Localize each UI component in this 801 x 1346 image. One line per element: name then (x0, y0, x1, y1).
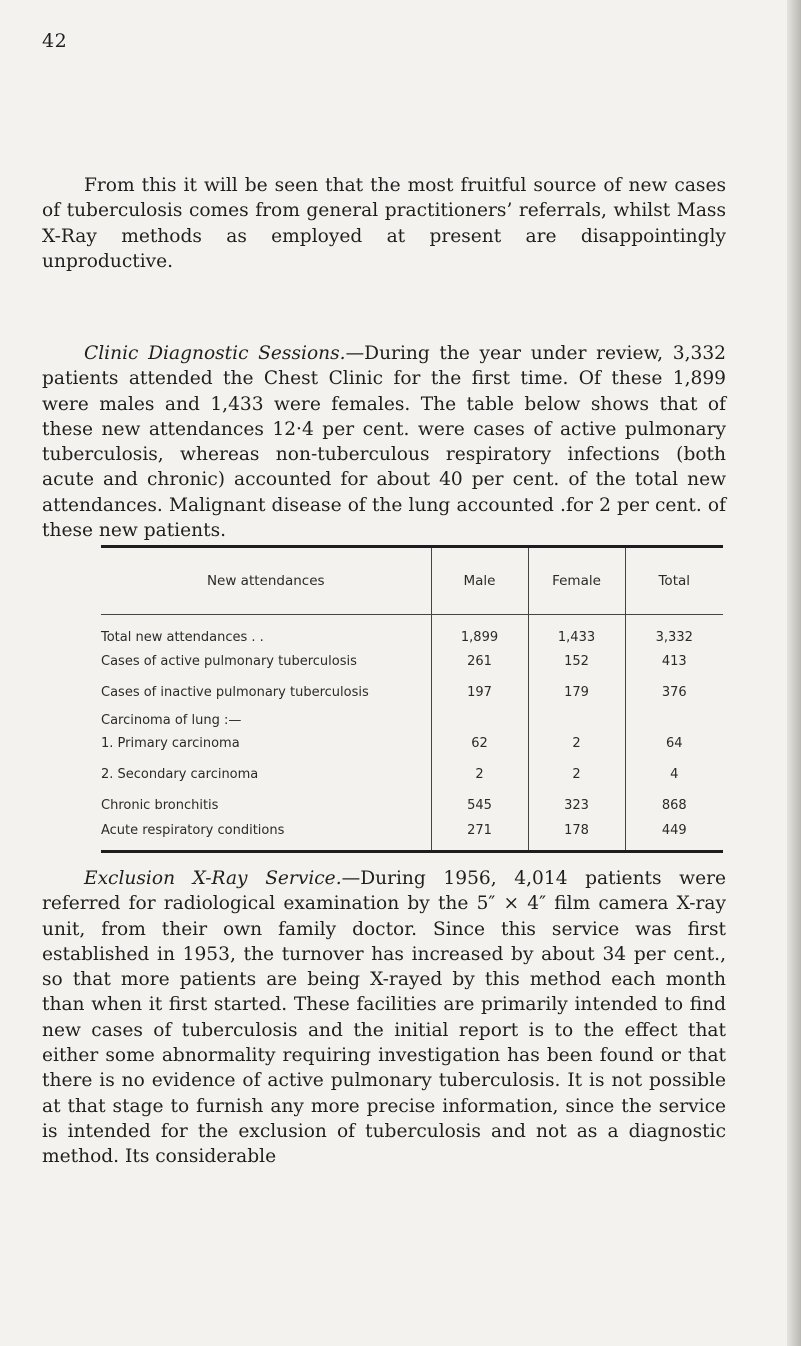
paragraph-exclusion-service (42, 866, 726, 1170)
cell-total (625, 708, 723, 728)
row-label: Total new attendances . . (101, 629, 264, 645)
header-male: Male (431, 547, 528, 615)
row-label: Chronic bronchitis (101, 797, 219, 813)
cell-total: 413 (625, 646, 723, 677)
row-label: Cases of inactive pulmonary tuberculosis (101, 684, 369, 700)
new-attendances-table (101, 545, 723, 853)
page-number: 42 (42, 30, 68, 52)
clinic-sessions-heading: Clinic Diagnostic Sessions. (84, 343, 346, 364)
cell-female: 178 (528, 821, 625, 852)
row-label: 2. Secondary carcinoma (101, 766, 259, 782)
cell-total: 4 (625, 759, 723, 790)
cell-female (528, 708, 625, 728)
paragraph-referrals-text: From this it will be seen that the most fruitful source of new cases of tuberculosis comes from general practitioners’ referrals, whilst Mass X-Ray methods as employed at present are disappointingly unproductive. (42, 175, 726, 272)
row-label: Acute respiratory conditions (101, 822, 285, 838)
table-row (101, 677, 723, 708)
cell-male: 62 (431, 728, 528, 759)
row-label: Carcinoma of lung :— (101, 712, 242, 728)
clinic-sessions-text: —During the year under review, 3,332 patients attended the Chest Clinic for the first time. Of these 1,899 were males and 1,433 were females. The table below shows that of these new attendances 12·4 per cent. were cases of active pulmonary tuberculosis, whereas non-tuberculous respiratory infections (both acute and chronic) accounted for about 40 per cent. of the total new attendances. Malignant disease of the lung accounted .for 2 per cent. of these new patients. (42, 343, 726, 542)
cell-male: 271 (431, 821, 528, 852)
cell-male: 197 (431, 677, 528, 708)
cell-male: 261 (431, 646, 528, 677)
table-row (101, 646, 723, 677)
header-new-attendances: New attendances (101, 547, 431, 615)
table-row (101, 728, 723, 759)
cell-female: 323 (528, 790, 625, 821)
row-label (101, 728, 431, 759)
cell-total: 376 (625, 677, 723, 708)
table-header-row (101, 547, 723, 615)
cell-female: 179 (528, 677, 625, 708)
cell-female: 2 (528, 759, 625, 790)
cell-male: 2 (431, 759, 528, 790)
table-row (101, 790, 723, 821)
cell-female: 2 (528, 728, 625, 759)
table-row (101, 759, 723, 790)
cell-total: 868 (625, 790, 723, 821)
table-row (101, 708, 723, 728)
cell-female: 1,433 (528, 615, 625, 646)
cell-total: 3,332 (625, 615, 723, 646)
paragraph-clinic-sessions (42, 341, 726, 543)
header-total: Total (625, 547, 723, 615)
page-edge-shadow (787, 0, 801, 1346)
header-female: Female (528, 547, 625, 615)
row-label: Cases of active pulmonary tuberculosis (101, 653, 357, 669)
exclusion-service-heading: Exclusion X-Ray Service. (84, 868, 342, 889)
exclusion-service-text: —During 1956, 4,014 patients were referred for radiological examination by the 5″ × 4″ film camera X-ray unit, from their own family doctor. Since this service was first established in 1953, the turnover has increased by about 34 per cent., so that more patients are being X-rayed by this method each month than when it first started. These facilities are primarily intended to find new cases of tuberculosis and the initial report is to the effect that either some abnormality requiring investigation has been found or that there is no evidence of active pulmonary tuberculosis. It is not possible at that stage to furnish any more precise information, since the service is intended for the exclusion of tuberculosis and not as a diagnostic method. Its considerable (42, 868, 726, 1168)
cell-total: 64 (625, 728, 723, 759)
table-row (101, 615, 723, 646)
cell-male (431, 708, 528, 728)
cell-male: 1,899 (431, 615, 528, 646)
cell-male: 545 (431, 790, 528, 821)
cell-female: 152 (528, 646, 625, 677)
table-row (101, 821, 723, 852)
paragraph-referrals (42, 173, 726, 274)
row-label-text: 1. Primary carcinoma (101, 735, 240, 751)
cell-total: 449 (625, 821, 723, 852)
